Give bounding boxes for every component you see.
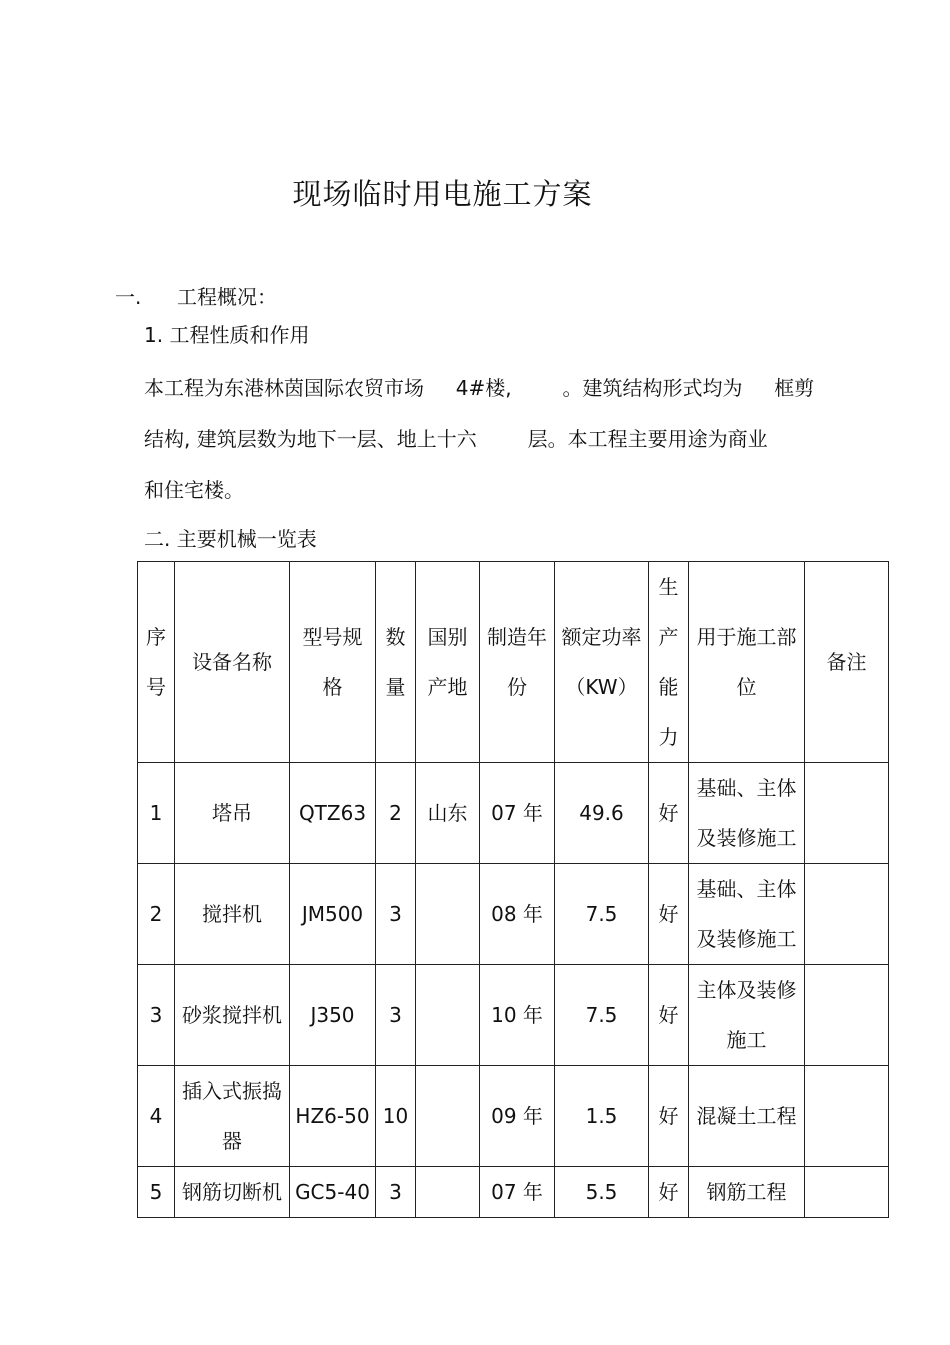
cell-origin: 山东 xyxy=(416,763,480,864)
cell-index: 4 xyxy=(138,1066,175,1167)
cell-note xyxy=(805,763,889,864)
cell-model: JM500 xyxy=(290,864,376,965)
cell-name: 搅拌机 xyxy=(175,864,290,965)
header-year: 制造年 份 xyxy=(480,562,555,763)
table-row xyxy=(138,965,889,1066)
section-heading-2: 二. 主要机械一览表 xyxy=(144,527,317,551)
header-usage: 用于施工部 位 xyxy=(689,562,805,763)
cell-capacity: 好 xyxy=(649,763,689,864)
cell-origin xyxy=(416,864,480,965)
cell-year: 07 年 xyxy=(480,763,555,864)
table-header-row xyxy=(138,562,889,763)
cell-capacity: 好 xyxy=(649,864,689,965)
cell-name: 砂浆搅拌机 xyxy=(175,965,290,1066)
equipment-table xyxy=(137,561,889,1218)
cell-origin xyxy=(416,965,480,1066)
cell-origin xyxy=(416,1167,480,1218)
cell-capacity: 好 xyxy=(649,1167,689,1218)
cell-usage: 基础、主体 及装修施工 xyxy=(689,763,805,864)
cell-year: 10 年 xyxy=(480,965,555,1066)
cell-qty: 3 xyxy=(376,1167,416,1218)
header-model: 型号规 格 xyxy=(290,562,376,763)
cell-qty: 3 xyxy=(376,965,416,1066)
cell-year: 08 年 xyxy=(480,864,555,965)
cell-model: GC5-40 xyxy=(290,1167,376,1218)
cell-note xyxy=(805,1167,889,1218)
section-heading-1 xyxy=(115,281,277,310)
header-index: 序 号 xyxy=(138,562,175,763)
cell-year: 09 年 xyxy=(480,1066,555,1167)
cell-power: 5.5 xyxy=(555,1167,649,1218)
cell-note xyxy=(805,864,889,965)
header-note: 备注 xyxy=(805,562,889,763)
cell-usage: 混凝土工程 xyxy=(689,1066,805,1167)
cell-name: 塔吊 xyxy=(175,763,290,864)
table-row xyxy=(138,1066,889,1167)
table-row xyxy=(138,763,889,864)
cell-usage: 钢筋工程 xyxy=(689,1167,805,1218)
cell-note xyxy=(805,1066,889,1167)
cell-year: 07 年 xyxy=(480,1167,555,1218)
cell-index: 2 xyxy=(138,864,175,965)
header-power: 额定功率 （KW） xyxy=(555,562,649,763)
cell-capacity: 好 xyxy=(649,965,689,1066)
header-name: 设备名称 xyxy=(175,562,290,763)
cell-name: 钢筋切断机 xyxy=(175,1167,290,1218)
table-row xyxy=(138,864,889,965)
cell-name: 插入式振捣 器 xyxy=(175,1066,290,1167)
cell-qty: 10 xyxy=(376,1066,416,1167)
section-label: 工程概况： xyxy=(177,285,277,309)
document-title: 现场临时用电施工方案 xyxy=(292,177,593,211)
cell-power: 49.6 xyxy=(555,763,649,864)
cell-index: 5 xyxy=(138,1167,175,1218)
header-qty: 数 量 xyxy=(376,562,416,763)
cell-model: J350 xyxy=(290,965,376,1066)
cell-model: QTZ63 xyxy=(290,763,376,864)
paragraph-line: 本工程为东港林茵国际农贸市场 4#楼, 。建筑结构形式均为 框剪 xyxy=(144,376,815,400)
cell-index: 1 xyxy=(138,763,175,864)
cell-power: 1.5 xyxy=(555,1066,649,1167)
table-row xyxy=(138,1167,889,1218)
section-number: 一. xyxy=(115,285,142,309)
cell-power: 7.5 xyxy=(555,965,649,1066)
cell-power: 7.5 xyxy=(555,864,649,965)
cell-capacity: 好 xyxy=(649,1066,689,1167)
cell-index: 3 xyxy=(138,965,175,1066)
cell-usage: 基础、主体 及装修施工 xyxy=(689,864,805,965)
header-capacity: 生 产 能 力 xyxy=(649,562,689,763)
cell-usage: 主体及装修 施工 xyxy=(689,965,805,1066)
paragraph-line: 结构, 建筑层数为地下一层、地上十六 层。本工程主要用途为商业 xyxy=(144,427,768,451)
header-origin: 国别 产地 xyxy=(416,562,480,763)
paragraph-line: 和住宅楼。 xyxy=(144,478,244,502)
cell-qty: 2 xyxy=(376,763,416,864)
cell-origin xyxy=(416,1066,480,1167)
cell-model: HZ6-50 xyxy=(290,1066,376,1167)
subsection-heading: 1. 工程性质和作用 xyxy=(144,323,310,347)
cell-qty: 3 xyxy=(376,864,416,965)
cell-note xyxy=(805,965,889,1066)
